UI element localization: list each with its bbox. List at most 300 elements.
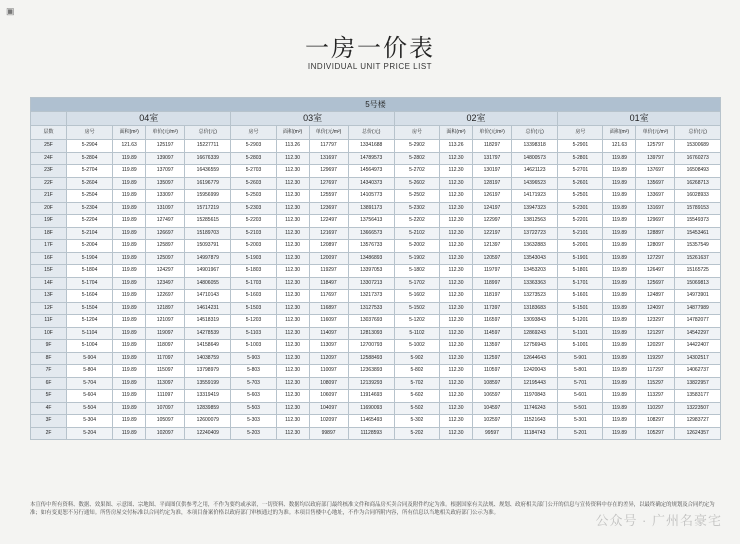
table-cell: 13576733 [348,240,394,253]
table-cell: 119297 [309,265,348,278]
table-cell: 112.30 [276,427,309,440]
table-cell: 99897 [309,427,348,440]
table-cell: 5-1101 [558,327,603,340]
table-cell: 113097 [146,377,185,390]
table-row [31,177,721,190]
table-cell: 112.30 [440,215,473,228]
column-header-area: 面积(m²) [603,126,636,140]
table-row [31,402,721,415]
table-cell: 5-2904 [66,140,112,153]
table-cell: 13363363 [512,277,558,290]
table-cell: 5-1102 [394,327,439,340]
logo-icon: ▣ [6,6,15,16]
table-cell: 14158649 [185,340,231,353]
table-cell: 114097 [309,327,348,340]
table-cell: 5-2901 [558,140,603,153]
table-cell: 119.89 [113,315,146,328]
table-cell: 5-2002 [394,240,439,253]
table-cell: 131797 [472,152,511,165]
table-cell: 5-1603 [231,290,276,303]
table-cell: 5-2504 [66,190,112,203]
table-cell: 12588493 [348,352,394,365]
table-cell: 112.30 [276,240,309,253]
table-cell: 119.89 [113,377,146,390]
table-cell: 119.89 [603,365,636,378]
table-cell: 5-1001 [558,340,603,353]
table-cell: 5-1904 [66,252,112,265]
table-cell: 119.89 [113,215,146,228]
floor-cell: 21F [31,190,67,203]
table-cell: 137697 [636,165,675,178]
table-cell: 12839859 [185,402,231,415]
table-cell: 119.89 [603,252,636,265]
table-cell: 5-504 [66,402,112,415]
table-cell: 13632883 [512,240,558,253]
table-cell: 118997 [472,277,511,290]
column-header-unit-price: 单价(元/m²) [146,126,185,140]
table-cell: 5-302 [394,415,439,428]
column-header-room: 房号 [394,126,439,140]
table-row [31,165,721,178]
table-cell: 12624357 [675,427,721,440]
table-cell: 5-2103 [231,227,276,240]
table-cell: 119.89 [113,202,146,215]
table-cell: 13543043 [512,252,558,265]
table-cell: 119097 [146,327,185,340]
table-cell: 125597 [309,190,348,203]
table-cell: 139097 [146,152,185,165]
table-cell: 121897 [146,302,185,315]
table-cell: 5-2801 [558,152,603,165]
table-row [31,315,721,328]
table-cell: 11970843 [512,390,558,403]
table-cell: 5-2001 [558,240,603,253]
table-cell: 16676339 [185,152,231,165]
table-cell: 5-702 [394,377,439,390]
table-row [31,140,721,153]
table-cell: 119.89 [113,252,146,265]
table-cell: 5-1502 [394,302,439,315]
table-cell: 13319419 [185,390,231,403]
table-cell: 13722723 [512,227,558,240]
table-cell: 5-2004 [66,240,112,253]
table-cell: 5-604 [66,390,112,403]
table-row [31,390,721,403]
table-cell: 14901967 [185,265,231,278]
table-cell: 5-2204 [66,215,112,228]
table-cell: 14806055 [185,277,231,290]
table-cell: 5-2201 [558,215,603,228]
table-cell: 119.89 [113,227,146,240]
table-cell: 119.89 [113,290,146,303]
table-cell: 5-1501 [558,302,603,315]
table-cell: 119.89 [603,340,636,353]
table-cell: 122997 [472,215,511,228]
table-cell: 15956999 [185,190,231,203]
table-cell: 5-1203 [231,315,276,328]
table-cell: 15717219 [185,202,231,215]
table-cell: 14800573 [512,152,558,165]
table-cell: 123297 [636,315,675,328]
table-cell: 119.89 [603,302,636,315]
table-cell: 118497 [309,277,348,290]
table-cell: 12600079 [185,415,231,428]
floor-cell: 16F [31,252,67,265]
table-cell: 112.30 [440,240,473,253]
table-cell: 5-303 [231,415,276,428]
table-cell: 120897 [309,240,348,253]
table-cell: 119.89 [603,165,636,178]
table-cell: 127297 [636,252,675,265]
table-cell: 112.30 [276,302,309,315]
table-row [31,240,721,253]
table-row [31,377,721,390]
table-cell: 5-2102 [394,227,439,240]
table-cell: 13341688 [348,140,394,153]
table-cell: 13217373 [348,290,394,303]
table-cell: 5-704 [66,377,112,390]
table-cell: 106597 [472,390,511,403]
table-cell: 112.30 [276,415,309,428]
table-cell: 13559199 [185,377,231,390]
table-cell: 15453461 [675,227,721,240]
table-cell: 127697 [309,177,348,190]
table-cell: 119.89 [603,177,636,190]
table-cell: 13822957 [675,377,721,390]
table-cell: 5-1901 [558,252,603,265]
table-cell: 13093843 [512,315,558,328]
table-cell: 112.30 [440,377,473,390]
column-header-floor: 层数 [31,126,67,140]
table-cell: 12756943 [512,340,558,353]
table-cell: 124197 [472,202,511,215]
table-cell: 118297 [472,140,511,153]
table-cell: 112.30 [276,190,309,203]
table-cell: 119.89 [603,402,636,415]
table-cell: 110597 [472,365,511,378]
table-cell: 14614231 [185,302,231,315]
table-cell: 125897 [146,240,185,253]
table-cell: 5-301 [558,415,603,428]
table-cell: 5-2803 [231,152,276,165]
table-cell: 12420043 [512,365,558,378]
floor-cell: 17F [31,240,67,253]
table-cell: 112.30 [276,365,309,378]
table-cell: 135097 [146,177,185,190]
table-cell: 5-2104 [66,227,112,240]
table-row [31,327,721,340]
table-cell: 112.30 [440,190,473,203]
table-cell: 5-1204 [66,315,112,328]
building-name: 5号楼 [31,98,721,112]
table-cell: 99597 [472,427,511,440]
table-cell: 113.26 [440,140,473,153]
table-cell: 11521643 [512,415,558,428]
page-subtitle: INDIVIDUAL UNIT PRICE LIST [307,62,433,71]
table-cell: 112.30 [440,227,473,240]
table-cell: 117697 [309,290,348,303]
table-cell: 13891173 [348,202,394,215]
column-header-room: 房号 [66,126,112,140]
table-cell: 14621123 [512,165,558,178]
floor-header-spacer [31,112,67,126]
table-row [31,427,721,440]
table-cell: 15357549 [675,240,721,253]
table-cell: 5-1604 [66,290,112,303]
table-cell: 119797 [472,265,511,278]
table-cell: 120297 [636,340,675,353]
table-cell: 112.30 [440,415,473,428]
table-cell: 119.89 [113,240,146,253]
table-cell: 105297 [636,427,675,440]
table-cell: 14877989 [675,302,721,315]
table-cell: 13453203 [512,265,558,278]
table-row [31,265,721,278]
table-row [31,352,721,365]
table-cell: 116597 [472,315,511,328]
table-cell: 119.89 [603,327,636,340]
table-cell: 11746243 [512,402,558,415]
table-cell: 5-204 [66,427,112,440]
table-cell: 13127533 [348,302,394,315]
table-cell: 106097 [309,390,348,403]
table-cell: 115097 [146,365,185,378]
table-cell: 124297 [146,265,185,278]
table-cell: 104097 [309,402,348,415]
table-cell: 112.30 [276,265,309,278]
table-cell: 14789573 [348,152,394,165]
table-cell: 12813093 [348,327,394,340]
table-cell: 112.30 [276,177,309,190]
table-cell: 112.30 [440,365,473,378]
table-cell: 133097 [146,190,185,203]
table-cell: 119.89 [603,277,636,290]
price-table-body [31,140,721,440]
table-cell: 5-2601 [558,177,603,190]
table-cell: 139797 [636,152,675,165]
table-cell: 112.30 [440,177,473,190]
table-cell: 5-601 [558,390,603,403]
table-cell: 108597 [472,377,511,390]
table-cell: 5-2304 [66,202,112,215]
table-row [31,152,721,165]
unit-header: 03室 [231,112,394,126]
table-cell: 117797 [309,140,348,153]
table-cell: 13273523 [512,290,558,303]
table-cell: 118097 [146,340,185,353]
floor-cell: 19F [31,215,67,228]
table-cell: 112.30 [276,152,309,165]
floor-cell: 12F [31,302,67,315]
column-header-room: 房号 [558,126,603,140]
table-cell: 137097 [146,165,185,178]
table-cell: 119.89 [603,190,636,203]
floor-cell: 23F [31,165,67,178]
table-cell: 119.89 [603,290,636,303]
table-cell: 15165725 [675,265,721,278]
table-row [31,277,721,290]
table-cell: 112.30 [440,152,473,165]
table-cell: 5-1903 [231,252,276,265]
floor-cell: 2F [31,427,67,440]
page-title: 一房一价表 [305,34,435,62]
table-cell: 119.89 [113,390,146,403]
table-cell: 119.89 [603,352,636,365]
floor-cell: 10F [31,327,67,340]
table-cell: 123497 [146,277,185,290]
disclaimer-footnote: 本宣传中所有资料、数据、效果图、示意图、宗地图、平面图仅供参考之用，不作为要约或承诺，一切资料、数据均以政府部门最终核准文件和商品房买卖合同及附件约定为准。根据国家有关法规、规划、政府相关部门公开的信息与宣传资料中存在的差异，以最终确定的规划及合同约定为准；如有变更恕不另行通知。所售房屋交付标准以合同约定为准，本项目备案价格以政府部门审核通过的为准。本项目售楼中心地址，不作为合同所附内容，所有信息以当地相关政府部门公示为准。 [30,502,715,516]
table-cell: 122197 [472,227,511,240]
table-cell: 126497 [636,265,675,278]
table-cell: 119.89 [603,377,636,390]
table-cell: 5-1804 [66,265,112,278]
table-cell: 112.30 [440,277,473,290]
table-cell: 104597 [472,402,511,415]
table-cell: 5-2604 [66,177,112,190]
column-header-room: 房号 [231,126,276,140]
table-cell: 110097 [309,365,348,378]
floor-cell: 18F [31,227,67,240]
table-cell: 5-2003 [231,240,276,253]
table-cell: 5-2101 [558,227,603,240]
table-cell: 5-2602 [394,177,439,190]
floor-cell: 20F [31,202,67,215]
table-cell: 112.30 [276,290,309,303]
table-cell: 12983727 [675,415,721,428]
table-cell: 128197 [472,177,511,190]
table-cell: 115297 [636,377,675,390]
table-cell: 119.89 [603,215,636,228]
floor-cell: 9F [31,340,67,353]
table-cell: 15789153 [675,202,721,215]
floor-cell: 25F [31,140,67,153]
table-cell: 126697 [146,227,185,240]
table-cell: 122697 [146,290,185,303]
table-cell: 112.30 [440,165,473,178]
table-cell: 116897 [309,302,348,315]
table-cell: 14564973 [348,165,394,178]
table-cell: 13486893 [348,252,394,265]
table-cell: 112097 [309,352,348,365]
table-cell: 5-201 [558,427,603,440]
table-cell: 5-1601 [558,290,603,303]
table-cell: 5-902 [394,352,439,365]
table-cell: 129697 [636,215,675,228]
table-cell: 14038759 [185,352,231,365]
table-cell: 11184743 [512,427,558,440]
table-cell: 112.30 [440,290,473,303]
table-cell: 12644643 [512,352,558,365]
table-cell: 16268713 [675,177,721,190]
column-header-unit-price: 单价(元/m²) [472,126,511,140]
table-cell: 5-701 [558,377,603,390]
table-cell: 5-1802 [394,265,439,278]
table-cell: 108097 [309,377,348,390]
table-cell: 14302517 [675,352,721,365]
price-table [30,97,721,440]
table-cell: 13307213 [348,277,394,290]
table-cell: 5-1703 [231,277,276,290]
table-cell: 124897 [636,290,675,303]
table-cell: 119.89 [603,202,636,215]
table-cell: 5-901 [558,352,603,365]
table-cell: 112.30 [276,390,309,403]
table-cell: 5-1701 [558,277,603,290]
table-cell: 118197 [472,290,511,303]
table-cell: 119.89 [113,302,146,315]
table-cell: 113097 [309,340,348,353]
table-cell: 119.89 [113,340,146,353]
table-cell: 128897 [636,227,675,240]
table-cell: 121297 [636,327,675,340]
table-cell: 117097 [146,352,185,365]
table-cell: 119.89 [113,265,146,278]
column-header-area: 面积(m²) [276,126,309,140]
table-cell: 5-2303 [231,202,276,215]
table-cell: 119.89 [603,390,636,403]
table-cell: 119.89 [113,365,146,378]
table-cell: 15093791 [185,240,231,253]
table-cell: 5-1104 [66,327,112,340]
table-cell: 14710143 [185,290,231,303]
table-cell: 5-2703 [231,165,276,178]
table-cell: 119.89 [113,277,146,290]
floor-cell: 24F [31,152,67,165]
table-cell: 14518319 [185,315,231,328]
table-cell: 5-1902 [394,252,439,265]
table-cell: 108297 [636,415,675,428]
table-cell: 13223507 [675,402,721,415]
table-cell: 11690093 [348,402,394,415]
table-cell: 5-602 [394,390,439,403]
table-cell: 5-2902 [394,140,439,153]
table-cell: 5-1201 [558,315,603,328]
table-cell: 14278539 [185,327,231,340]
table-cell: 5-2503 [231,190,276,203]
table-cell: 12869243 [512,327,558,340]
table-cell: 15261637 [675,252,721,265]
table-cell: 5-1504 [66,302,112,315]
column-header-total-price: 总价(元) [512,126,558,140]
floor-cell: 6F [31,377,67,390]
table-cell: 102097 [309,415,348,428]
table-cell: 110297 [636,402,675,415]
table-cell: 111097 [146,390,185,403]
table-cell: 5-804 [66,365,112,378]
table-cell: 5-803 [231,365,276,378]
table-cell: 15189703 [185,227,231,240]
table-cell: 12195443 [512,377,558,390]
table-cell: 15069813 [675,277,721,290]
table-cell: 12139293 [348,377,394,390]
table-cell: 112.30 [276,340,309,353]
table-cell: 119.89 [603,315,636,328]
table-cell: 5-2804 [66,152,112,165]
table-cell: 13947323 [512,202,558,215]
column-header-unit-price: 单价(元/m²) [309,126,348,140]
table-cell: 13666573 [348,227,394,240]
table-cell: 112.30 [276,327,309,340]
floor-cell: 11F [31,315,67,328]
table-cell: 15300689 [675,140,721,153]
table-cell: 5-801 [558,365,603,378]
table-cell: 102097 [146,427,185,440]
table-cell: 12700793 [348,340,394,353]
table-cell: 112.30 [440,402,473,415]
table-cell: 117297 [636,365,675,378]
table-cell: 112.30 [276,277,309,290]
table-cell: 16028933 [675,190,721,203]
